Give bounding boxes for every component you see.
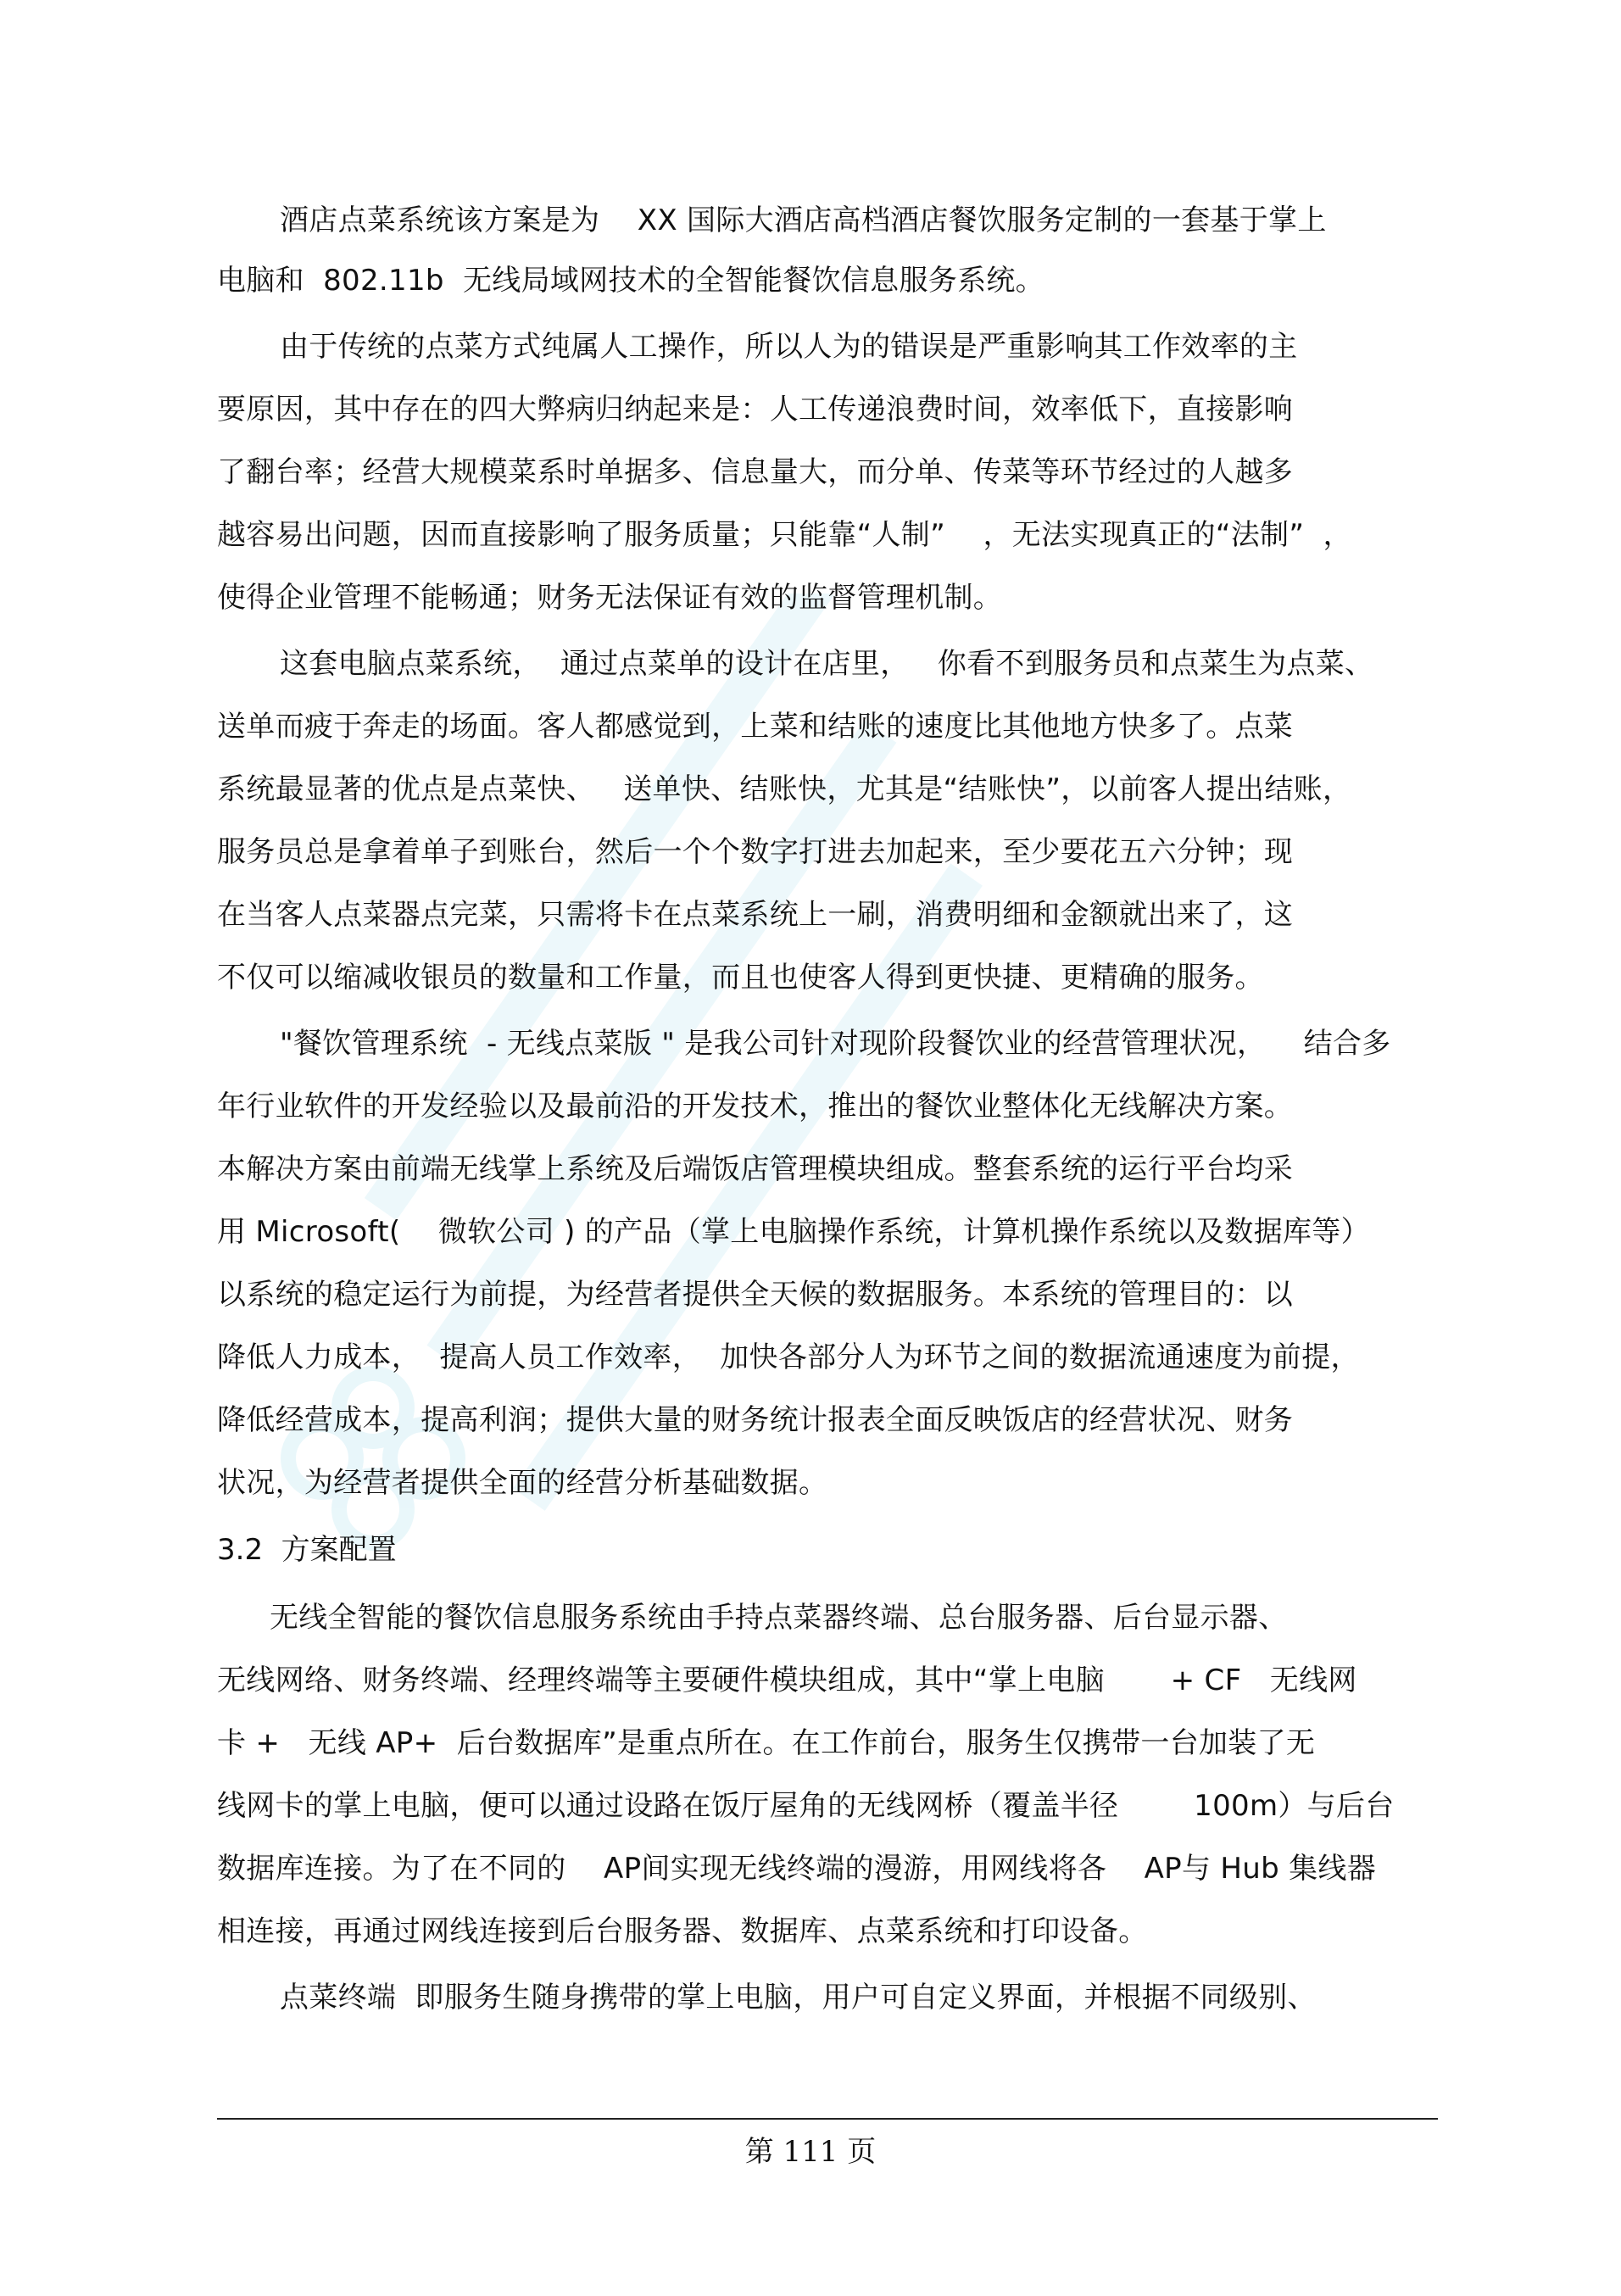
paragraph-line: 相连接，再通过网线连接到后台服务器、数据库、点菜系统和打印设备。: [217, 1914, 1148, 1948]
paragraph-line: 了翻台率；经营大规模菜系时单据多、信息量大，而分单、传菜等环节经过的人越多: [217, 455, 1294, 489]
paragraph-line: 本解决方案由前端无线掌上系统及后端饭店管理模块组成。整套系统的运行平台均采: [217, 1152, 1294, 1186]
paragraph-line: 降低人力成本， 提高人员工作效率， 加快各部分人为环节之间的数据流通速度为前提，: [217, 1340, 1360, 1374]
paragraph-line: 点菜终端 即服务生随身携带的掌上电脑，用户可自定义界面，并根据不同级别、: [280, 1981, 1317, 2015]
paragraph-line: 年行业软件的开发经验以及最前沿的开发技术，推出的餐饮业整体化无线解决方案。: [217, 1089, 1294, 1123]
paragraph-line: 数据库连接。为了在不同的 AP间实现无线终端的漫游，用网线将各 AP与 Hub 集线器: [217, 1852, 1376, 1886]
paragraph-line: 由于传统的点菜方式纯属人工操作，所以人为的错误是严重影响其工作效率的主: [280, 330, 1298, 364]
paragraph-line: 服务员总是拿着单子到账台，然后一个个数字打进去加起来，至少要花五六分钟；现: [217, 835, 1294, 869]
paragraph-line: 酒店点菜系统该方案是为 XX 国际大酒店高档酒店餐饮服务定制的一套基于掌上: [280, 203, 1327, 237]
paragraph-line: 无线网络、财务终端、经理终端等主要硬件模块组成，其中“掌上电脑 + CF 无线网: [217, 1663, 1357, 1697]
paragraph-line: 在当客人点菜器点完菜，只需将卡在点菜系统上一刷，消费明细和金额就出来了，这: [217, 898, 1294, 932]
paragraph-line: 越容易出问题，因而直接影响了服务质量；只能靠“人制” ，无法实现真正的“法制” ，: [217, 518, 1352, 552]
watermark-logo: [254, 594, 1356, 1696]
paragraph-line: 送单而疲于奔走的场面。客人都感觉到，上菜和结账的速度比其他地方快多了。点菜: [217, 710, 1294, 744]
paragraph-line: "餐饮管理系统 - 无线点菜版 " 是我公司针对现阶段餐饮业的经营管理状况， 结合多: [280, 1027, 1391, 1061]
paragraph-line: 以系统的稳定运行为前提，为经营者提供全天候的数据服务。本系统的管理目的：以: [217, 1278, 1294, 1312]
section-heading: 3.2 方案配置: [217, 1533, 397, 1567]
paragraph-line: 卡 + 无线 AP+ 后台数据库”是重点所在。在工作前台，服务生仅携带一台加装了无: [217, 1726, 1316, 1760]
paragraph-line: 要原因，其中存在的四大弊病归纳起来是：人工传递浪费时间，效率低下，直接影响: [217, 393, 1294, 426]
paragraph-line: 使得企业管理不能畅通；财务无法保证有效的监督管理机制。: [217, 581, 1003, 615]
paragraph-line: 电脑和 802.11b 无线局域网技术的全智能餐饮信息服务系统。: [217, 264, 1044, 298]
paragraph-line: 用 Microsoft( 微软公司 ) 的产品（掌上电脑操作系统，计算机操作系统以及数据库等）: [217, 1215, 1370, 1249]
paragraph-line: 降低经营成本，提高利润；提供大量的财务统计报表全面反映饭店的经营状况、财务: [217, 1403, 1294, 1437]
page-number: 第 111 页: [744, 2135, 877, 2169]
footer-divider: [217, 2118, 1438, 2120]
paragraph-line: 线网卡的掌上电脑，便可以通过设路在饭厅屋角的无线网桥（覆盖半径 100m）与后台: [217, 1789, 1395, 1823]
paragraph-line: 这套电脑点菜系统， 通过点菜单的设计在店里， 你看不到服务员和点菜生为点菜、: [280, 647, 1374, 681]
paragraph-line: 无线全智能的餐饮信息服务系统由手持点菜器终端、总台服务器、后台显示器、: [270, 1601, 1288, 1635]
paragraph-line: 不仅可以缩减收银员的数量和工作量，而且也使客人得到更快捷、更精确的服务。: [217, 961, 1264, 995]
paragraph-line: 状况，为经营者提供全面的经营分析基础数据。: [217, 1466, 828, 1500]
paragraph-line: 系统最显著的优点是点菜快、 送单快、结账快，尤其是“结账快”，以前客人提出结账，: [217, 772, 1352, 806]
